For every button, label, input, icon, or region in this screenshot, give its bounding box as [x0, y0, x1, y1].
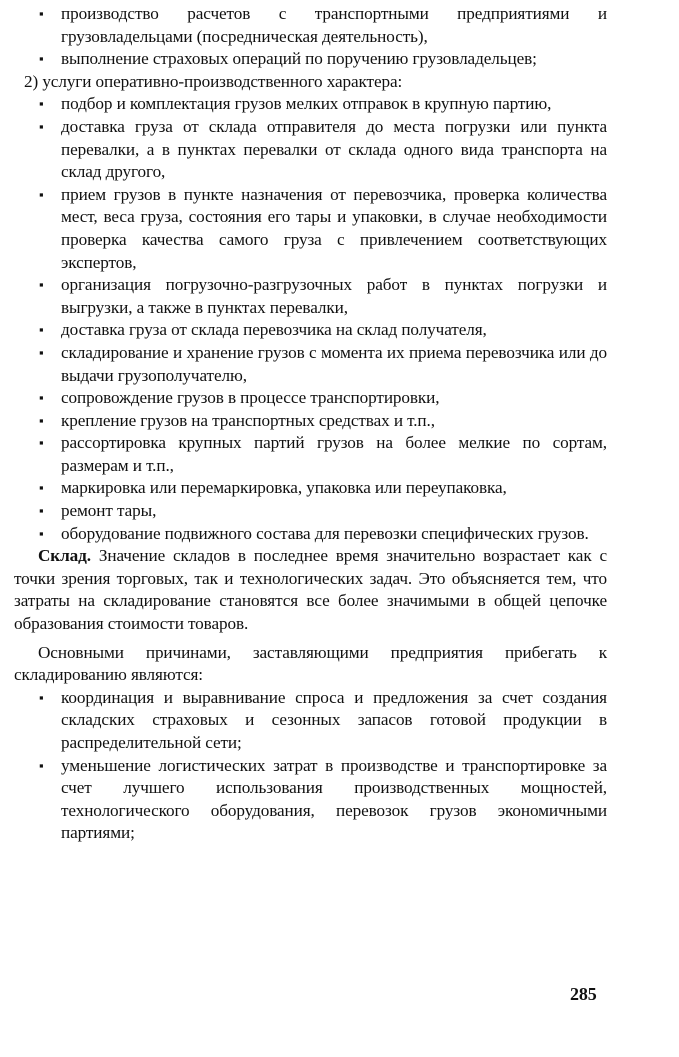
list-item: ▪ рассортировка крупных партий грузов на более мелкие по сортам, размерам и т.п.,: [14, 432, 607, 477]
reasons-intro-paragraph: Основными причинами, заставляющими предприятия прибегать к складированию являются:: [14, 642, 607, 685]
list-item: ▪ крепление грузов на транспортных средствах и т.п.,: [14, 410, 607, 433]
list-item: ▪ производство расчетов с транспортными предприятиями и грузовладельцами (посредническая деятельность),: [14, 3, 607, 48]
warehouse-text: Значение складов в последнее время значительно возрастает как с точки зрения торговых, так и технологических задач. Это объясняется тем, что затраты на складирование становятся все более значимыми в общей цепочке образования стоимости товаров.: [14, 546, 607, 634]
warehousing-reasons-list: [14, 687, 607, 845]
list-item: ▪ координация и выравнивание спроса и предложения за счет создания складских страховых и сезонных запасов готовой продукции в распределительной сети;: [14, 687, 607, 755]
list-item: ▪ уменьшение логистических затрат в производстве и транспортировке за счет лучшего использования производственных мощностей, технологического оборудования, перевозок грузов экономичными партиями;: [14, 755, 607, 845]
list-item: ▪ доставка груза от склада отправителя до места погрузки или пункта перевалки, а в пунктах перевалки от склада одного вида транспорта на склад другого,: [14, 116, 607, 184]
list-item: ▪ выполнение страховых операций по поручению грузовладельцев;: [14, 48, 607, 71]
list-item: ▪ складирование и хранение грузов с момента их приема перевозчика или до выдачи грузополучателю,: [14, 342, 607, 387]
list-item: ▪ доставка груза от склада перевозчика на склад получателя,: [14, 319, 607, 342]
operational-services-list: [14, 93, 607, 545]
list-item: ▪ подбор и комплектация грузов мелких отправок в крупную партию,: [14, 93, 607, 116]
warehouse-term: Склад.: [38, 546, 91, 566]
list-item: ▪ сопровождение грузов в процессе транспортировки,: [14, 387, 607, 410]
list-item: ▪ ремонт тары,: [14, 500, 607, 523]
warehouse-paragraph: [14, 545, 607, 635]
section-heading-operational-services: 2) услуги оперативно-производственного характера:: [24, 71, 403, 91]
intermediary-services-list: [14, 3, 607, 71]
page-number: 285: [570, 984, 597, 1004]
list-item: ▪ прием грузов в пункте назначения от перевозчика, проверка количества мест, веса груза, состояния его тары и упаковки, в случае необходимости проверка качества самого груза с привлечением соответствующих экспертов,: [14, 184, 607, 274]
list-item: ▪ организация погрузочно-разгрузочных работ в пунктах погрузки и выгрузки, а также в пунктах перевалки,: [14, 274, 607, 319]
list-item: ▪ маркировка или перемаркировка, упаковка или переупаковка,: [14, 477, 607, 500]
list-item: ▪ оборудование подвижного состава для перевозки специфических грузов.: [14, 523, 607, 546]
